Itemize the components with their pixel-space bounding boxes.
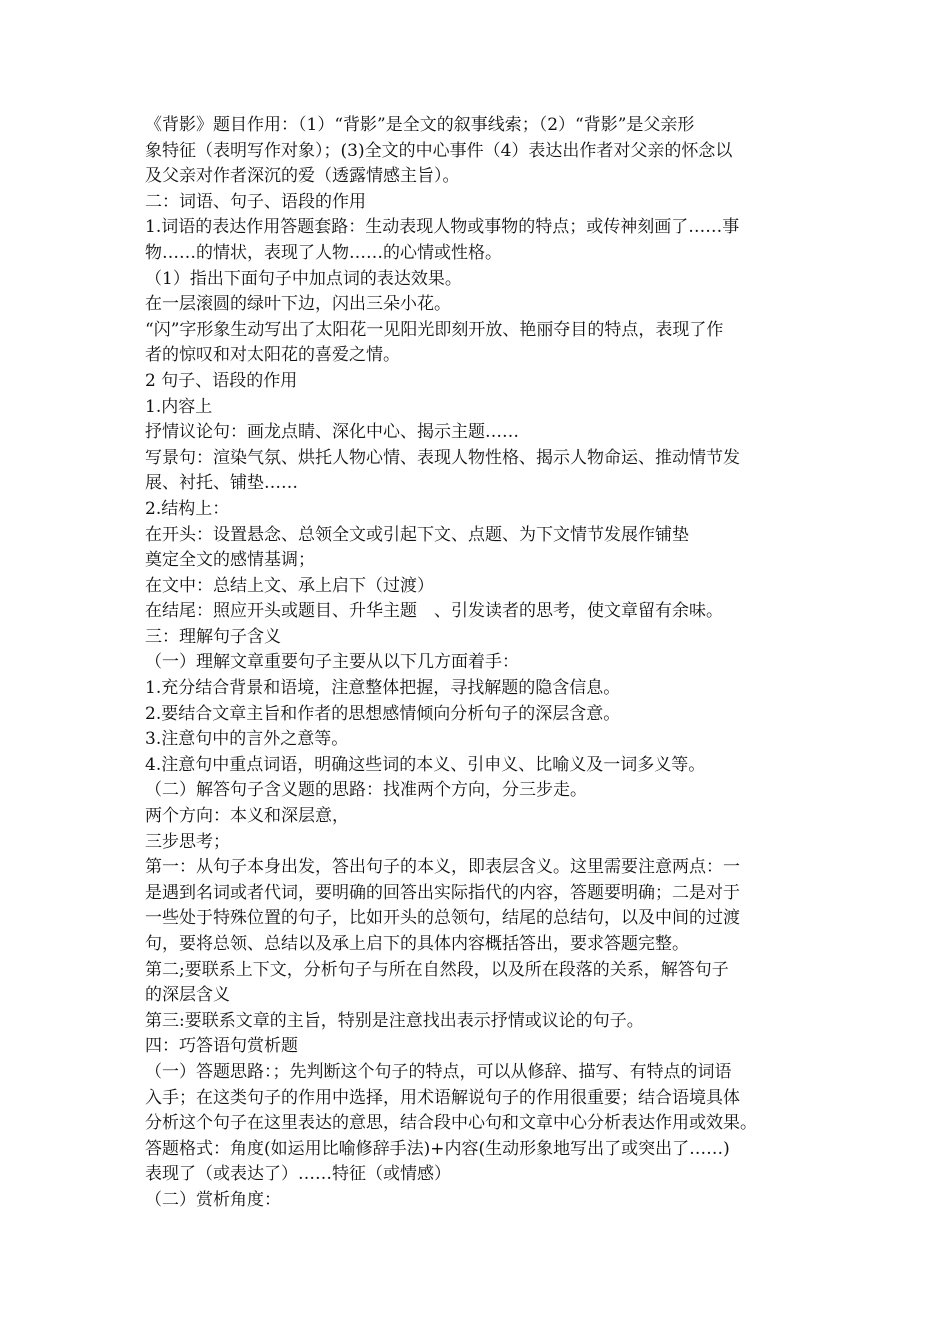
text-line: 《背影》题目作用：（1）“背影”是全文的叙事线索；（2）“背影”是父亲形: [145, 115, 695, 135]
text-line: （1）指出下面句子中加点词的表达效果。: [145, 268, 462, 289]
text-line: 表现了（或表达了）……特征（或情感）: [145, 1164, 451, 1185]
text-line: 三步思考；: [145, 831, 230, 852]
text-line: 1.充分结合背景和语境，注意整体把握，寻找解题的隐含信息。: [145, 678, 621, 699]
text-line: 句，要将总领、总结以及承上启下的具体内容概括答出，要求答题完整。: [145, 934, 689, 954]
text-line: 1.词语的表达作用答题套路：生动表现人物或事物的特点；或传神刻画了……事: [145, 217, 740, 238]
text-line: 入手；在这类句子的作用中选择，用术语解说句子的作用很重要；结合语境具体: [145, 1087, 740, 1108]
text-line: 两个方向：本义和深层意，: [145, 806, 349, 827]
text-line: 写景句：渲染气氛、烘托人物心情、表现人物性格、揭示人物命运、推动情节发: [145, 447, 740, 468]
section-heading: 二：词语、句子、语段的作用: [145, 191, 366, 212]
text-line: 1.内容上: [145, 396, 213, 417]
text-line: （一）理解文章重要句子主要从以下几方面着手：: [145, 652, 519, 673]
text-line: 奠定全文的感情基调；: [145, 550, 315, 571]
text-line: （一）答题思路：；先判断这个句子的特点，可以从修辞、描写、有特点的词语: [145, 1061, 732, 1082]
text-line: 第三:要联系文章的主旨，特别是注意找出表示抒情或议论的句子。: [145, 1010, 644, 1031]
text-line: 是遇到名词或者代词，要明确的回答出实际指代的内容，答题要明确；二是对于: [145, 882, 740, 903]
text-line: 4.注意句中重点词语，明确这些词的本义、引申义、比喻义及一词多义等。: [145, 754, 706, 775]
text-line: 3.注意句中的言外之意等。: [145, 729, 349, 750]
text-line: 在文中：总结上文、承上启下（过渡）: [145, 575, 434, 596]
text-line: 及父亲对作者深沉的爱（透露情感主旨）。: [145, 166, 460, 187]
text-line: 2.要结合文章主旨和作者的思想感情倾向分析句子的深层含意。: [145, 703, 621, 724]
text-line: 在一层滚圆的绿叶下边，闪出三朵小花。: [145, 294, 451, 315]
text-line: “闪”字形象生动写出了太阳花一见阳光即刻开放、艳丽夺目的特点，表现了作: [145, 319, 724, 340]
text-line: 者的惊叹和对太阳花的喜爱之情。: [145, 345, 400, 366]
document-body: [145, 113, 815, 1214]
text-line: 抒情议论句：画龙点睛、深化中心、揭示主题……: [145, 422, 519, 443]
section-heading: 三：理解句子含义: [145, 626, 281, 647]
text-line: 答题格式：角度(如运用比喻修辞手法)+内容(生动形象地写出了或突出了……): [145, 1138, 730, 1159]
text-line: 在结尾：照应开头或题目、升华主题 、引发读者的思考，使文章留有余味。: [145, 601, 723, 622]
text-line: 物……的情状，表现了人物……的心情或性格。: [145, 242, 502, 263]
text-line: 的深层含义: [145, 985, 230, 1006]
text-line: 2.结构上：: [145, 498, 230, 519]
section-heading: 四：巧答语句赏析题: [145, 1036, 298, 1057]
text-line: 一些处于特殊位置的句子，比如开头的总领句，结尾的总结句，以及中间的过渡: [145, 908, 740, 929]
section-heading: 2 句子、语段的作用: [145, 370, 298, 391]
text-line: 展、衬托、铺垫……: [145, 473, 298, 494]
text-line: 第二;要联系上下文，分析句子与所在自然段，以及所在段落的关系，解答句子: [145, 959, 729, 980]
text-line: 分析这个句子在这里表达的意思，结合段中心句和文章中心分析表达作用或效果。: [145, 1113, 757, 1134]
text-line: 第一：从句子本身出发，答出句子的本义，即表层含义。这里需要注意两点：一: [145, 857, 740, 878]
text-line: （二）赏析角度：: [145, 1189, 281, 1210]
text-line: 象特征（表明写作对象）；(3)全文的中心事件（4）表达出作者对父亲的怀念以: [145, 140, 733, 161]
text-line: 在开头：设置悬念、总领全文或引起下文、点题、为下文情节发展作铺垫: [145, 524, 689, 545]
text-line: （二）解答句子含义题的思路：找准两个方向，分三步走。: [145, 780, 587, 801]
